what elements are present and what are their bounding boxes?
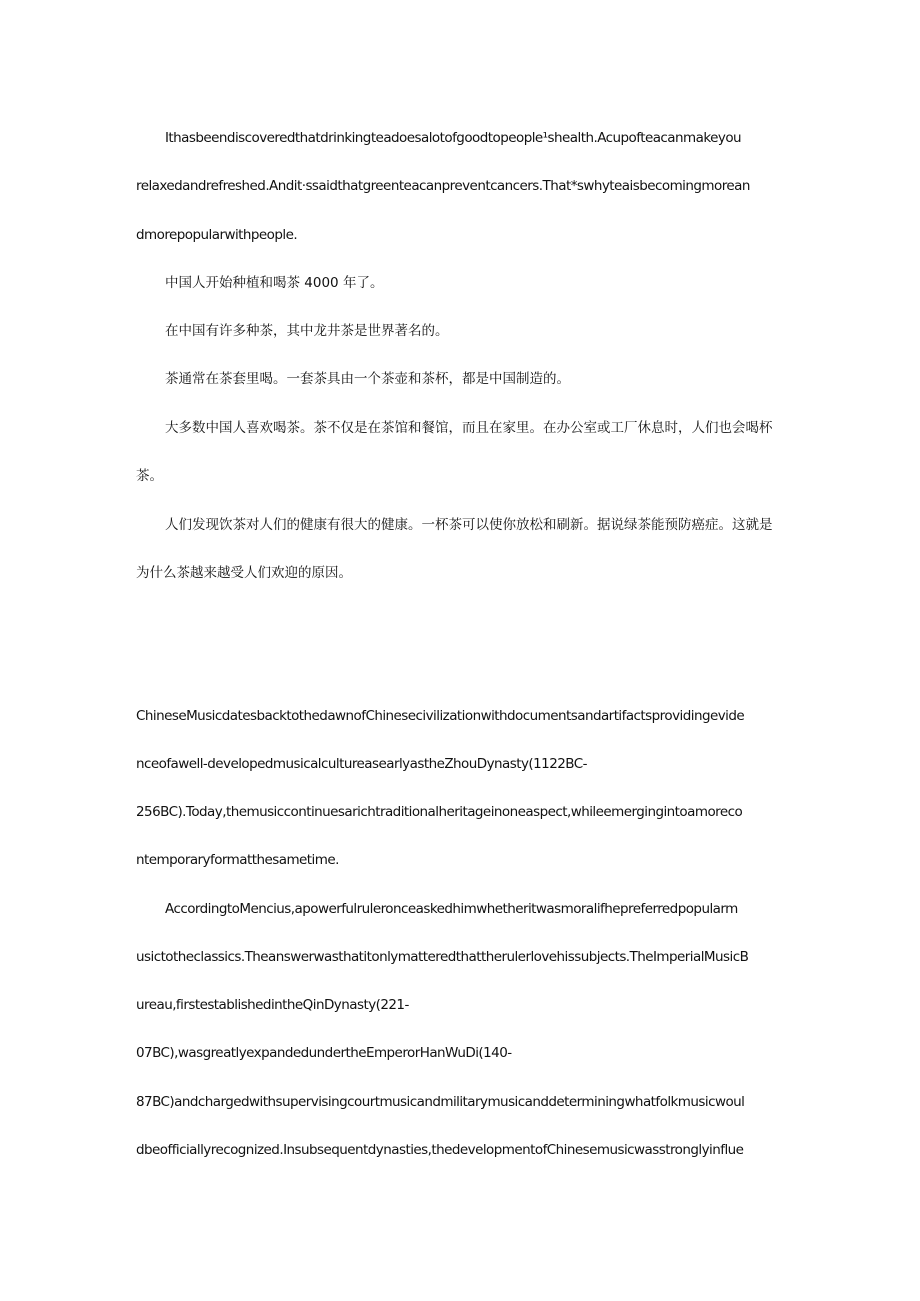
- text-line: relaxedandrefreshed.Andit·ssaidthatgreenteacanpreventcancers.That*swhyteaisbecomingmorean: [136, 178, 750, 194]
- text-line: 中国人开始种植和喝茶 4000 年了。: [165, 275, 384, 291]
- text-line: ntemporaryformatthesametime.: [136, 852, 339, 868]
- text-line: 茶。: [136, 468, 163, 484]
- text-line: dmorepopularwithpeople.: [136, 227, 298, 243]
- text-line: ChineseMusicdatesbacktothedawnofChinesecivilizationwithdocumentsandartifactsprovidingevide: [136, 708, 745, 724]
- text-line: 256BC).Today,themusiccontinuesarichtraditionalheritageinoneaspect,whileemergingintoamoreco: [136, 804, 743, 820]
- text-line: 07BC),wasgreatlyexpandedundertheEmperorHanWuDi(140-: [136, 1045, 512, 1061]
- text-line: AccordingtoMencius,apowerfulruleronceaskedhimwhetheritwasmoralifhepreferredpopularm: [165, 901, 738, 917]
- text-line: usictotheclassics.Theanswerwasthatitonlymatteredthattherulerlovehissubjects.TheImperialMusicB: [136, 949, 749, 965]
- text-line: 87BC)andchargedwithsupervisingcourtmusicandmilitarymusicanddeterminingwhatfolkmusicwoul: [136, 1094, 745, 1110]
- text-line: 人们发现饮茶对人们的健康有很大的健康。一杯茶可以使你放松和刷新。据说绿茶能预防癌症。这就是: [165, 517, 773, 533]
- text-line: Ithasbeendiscoveredthatdrinkingteadoesalotofgoodtopeople¹shealth.Acupofteacanmakeyou: [165, 130, 742, 146]
- text-line: ureau,firstestablishedintheQinDynasty(221-: [136, 997, 409, 1013]
- text-line: 在中国有许多种茶，其中龙井茶是世界著名的。: [165, 323, 449, 339]
- text-line: 茶通常在茶套里喝。一套茶具由一个茶壶和茶杯，都是中国制造的。: [165, 371, 570, 387]
- text-line: dbeofficiallyrecognized.Insubsequentdynasties,thedevelopmentofChinesemusicwasstronglyinflue: [136, 1142, 744, 1158]
- text-line: 大多数中国人喜欢喝茶。茶不仅是在茶馆和餐馆，而且在家里。在办公室或工厂休息时，人们也会喝杯: [165, 420, 773, 436]
- text-line: 为什么茶越来越受人们欢迎的原因。: [136, 565, 352, 581]
- text-line: nceofawell-developedmusicalcultureasearlyastheZhouDynasty(1122BC-: [136, 756, 587, 772]
